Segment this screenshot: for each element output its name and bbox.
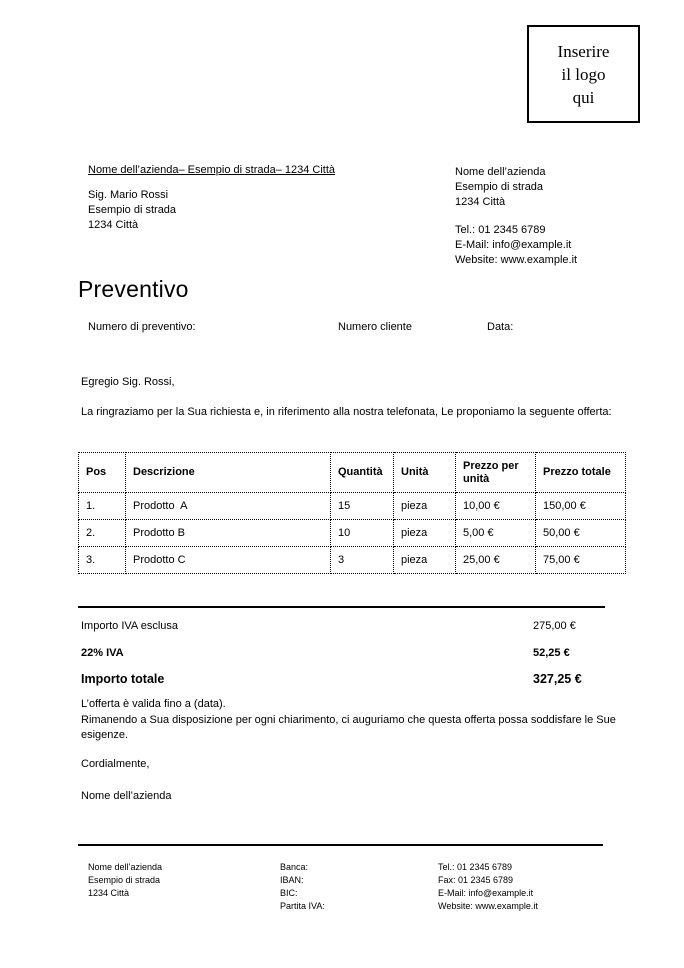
footer-website: Website: www.example.it [438,901,538,911]
cell-pos: 1. [79,493,126,520]
logo-placeholder-line: Inserire [557,41,610,61]
footer-company-name: Nome dell’azienda [88,862,163,872]
company-street: Esempio di strada [455,181,544,193]
customer-number-label: Numero cliente [338,321,412,333]
cell-total-price: 50,00 € [536,520,626,547]
signature-company-name: Nome dell’azienda [81,790,172,802]
subtotal-row [81,620,576,632]
header-pos: Pos [79,453,126,493]
table-row [79,520,626,547]
cell-description: Prodotto A [126,493,331,520]
quote-number-label: Numero di preventivo: [88,321,196,333]
footer-company-street: Esempio di strada [88,875,161,885]
line-items-table [78,452,626,574]
header-total-price: Prezzo totale [536,453,626,493]
cell-description: Prodotto B [126,520,331,547]
table-row [79,493,626,520]
subtotal-label: Importo IVA esclusa [81,620,179,632]
vat-value: 52,25 € [533,647,570,659]
footer-iban-label: IBAN: [280,875,304,885]
footer-bank-label: Banca: [280,862,309,872]
logo-placeholder-line: il logo [561,64,606,84]
cell-unit: pieza [394,547,456,574]
vat-label: 22% IVA [81,647,124,659]
cell-unit-price: 5,00 € [456,520,536,547]
closing-paragraph: Rimanendo a Sua disposizione per ogni chiarimento, ci auguriamo che questa offerta possa soddisfare le Sue esigenze. [81,714,616,741]
grand-total-row [81,672,582,686]
cell-pos: 2. [79,520,126,547]
footer-company-city: 1234 Città [88,888,130,898]
company-city: 1234 Città [455,196,506,208]
cell-quantity: 3 [331,547,394,574]
header-unit-price: Prezzo per unità [456,453,536,493]
cell-total-price: 75,00 € [536,547,626,574]
cell-unit-price: 10,00 € [456,493,536,520]
sender-return-address: Nome dell’azienda– Esempio di strada– 1234 Città [88,164,336,176]
footer-vat-id-label: Partita IVA: [280,901,325,911]
vat-row [81,647,570,659]
grand-total-label: Importo totale [81,672,165,686]
grand-total-value: 327,25 € [533,672,582,686]
recipient-city: 1234 Città [88,219,139,231]
footer-fax: Fax: 01 2345 6789 [438,875,514,885]
footer-email: E-Mail: info@example.it [438,888,534,898]
table-row [79,547,626,574]
totals-divider-rule [78,606,605,608]
company-phone: Tel.: 01 2345 6789 [455,224,546,236]
recipient-street: Esempio di strada [88,204,177,216]
cell-quantity: 10 [331,520,394,547]
intro-paragraph: La ringraziamo per la Sua richiesta e, in riferimento alla nostra telefonata, Le proponiamo la seguente offerta: [81,406,612,418]
footer-divider-rule [78,844,603,846]
logo-placeholder-box [527,25,640,123]
cell-description: Prodotto C [126,547,331,574]
header-unit: Unità [394,453,456,493]
cell-pos: 3. [79,547,126,574]
footer-address-column [88,861,162,900]
cell-unit: pieza [394,520,456,547]
cell-total-price: 150,00 € [536,493,626,520]
cell-unit-price: 25,00 € [456,547,536,574]
company-name: Nome dell’azienda [455,166,546,178]
recipient-name: Sig. Mario Rossi [88,189,169,201]
greeting-line: Egregio Sig. Rossi, [81,376,175,388]
cell-quantity: 15 [331,493,394,520]
company-email: E-Mail: info@example.it [455,239,572,251]
company-website: Website: www.example.it [455,254,578,266]
table-header-row [79,453,626,493]
recipient-address-block [88,188,176,233]
validity-line: L’offerta è valida fino a (data). [81,698,226,710]
signoff-line: Cordialmente, [81,758,150,770]
footer-bic-label: BIC: [280,888,298,898]
page-title: Preventivo [78,276,189,302]
header-description: Descrizione [126,453,331,493]
footer-phone: Tel.: 01 2345 6789 [438,862,513,872]
subtotal-value: 275,00 € [533,620,576,632]
header-quantity: Quantità [331,453,394,493]
cell-unit: pieza [394,493,456,520]
logo-placeholder-line: qui [572,87,595,107]
footer-bank-column [280,861,325,913]
date-label: Data: [487,321,514,333]
footer-contact-column [438,861,538,913]
company-contact-block [455,223,577,268]
company-address-block [455,165,546,210]
